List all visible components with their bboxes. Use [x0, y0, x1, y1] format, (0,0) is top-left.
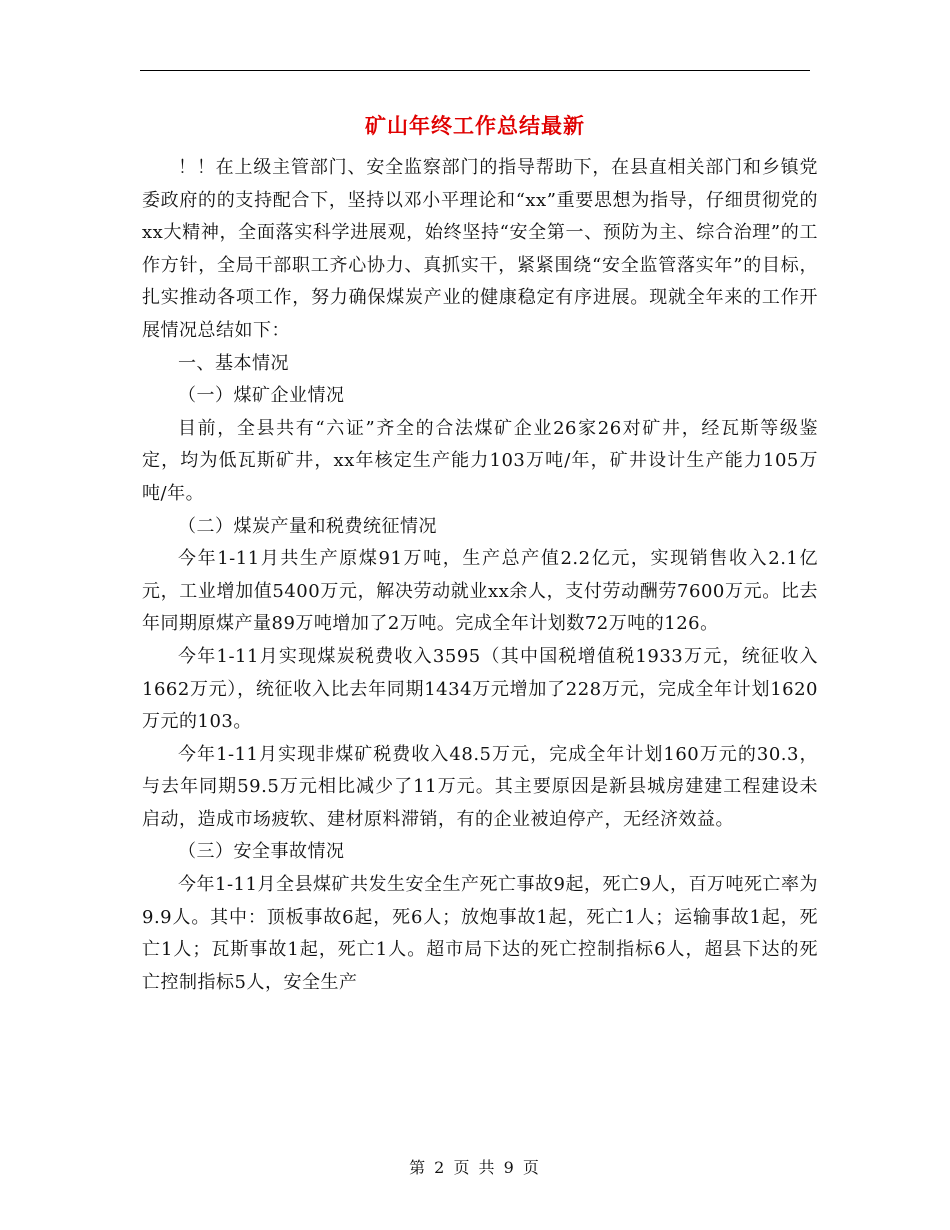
subsection-heading: （二）煤炭产量和税费统征情况 — [177, 515, 437, 537]
body-paragraph: 今年1-11月实现煤炭税费收入3595（其中国税增值税1933万元，统征收入1662万元），统征收入比去年同期1434万元增加了228万元，完成全年计划1620万元的103。 — [142, 645, 818, 733]
body-paragraph: 今年1-11月全县煤矿共发生安全生产死亡事故9起，死亡9人，百万吨死亡率为9.9人。其中：顶板事故6起，死6人；放炮事故1起，死亡1人；运输事故1起，死亡1人；瓦斯事故1起，死亡1人。超市局下达的死亡控制指标6人，超县下达的死亡控制指标5人，安全生产 — [142, 874, 818, 993]
body-paragraph: ！！在上级主管部门、安全监察部门的指导帮助下，在县直相关部门和乡镇党委政府的的支持配合下，坚持以邓小平理论和“xx”重要思想为指导，仔细贯彻党的xx大精神，全面落实科学进展观，始终坚持“安全第一、预防为主、综合治理”的工作方针，全局干部职工齐心协力、真抓实干，紧紧围绕“安全监管落实年”的目标，扎实推动各项工作，努力确保煤炭产业的健康稳定有序进展。现就全年来的工作开展情况总结如下： — [142, 157, 818, 341]
section-heading: 一、基本情况 — [177, 352, 289, 374]
page-number: 第 2 页 共 9 页 — [409, 1158, 541, 1177]
body-paragraph: 目前，全县共有“六证”齐全的合法煤矿企业26家26对矿井，经瓦斯等级鉴定，均为低瓦斯矿井，xx年核定生产能力103万吨/年，矿井设计生产能力105万吨/年。 — [142, 417, 818, 504]
header-rule — [140, 70, 810, 71]
document-title: 矿山年终工作总结最新 — [365, 114, 585, 138]
document-body — [142, 152, 818, 999]
body-paragraph: 今年1-11月共生产原煤91万吨，生产总产值2.2亿元，实现销售收入2.1亿元，工业增加值5400万元，解决劳动就业xx余人，支付劳动酬劳7600万元。比去年同期原煤产量89万吨增加了2万吨。完成全年计划数72万吨的126。 — [142, 548, 818, 635]
subsection-heading: （一）煤矿企业情况 — [177, 385, 345, 407]
subsection-heading: （三）安全事故情况 — [177, 841, 345, 863]
body-paragraph: 今年1-11月实现非煤矿税费收入48.5万元，完成全年计划160万元的30.3，与去年同期59.5万元相比减少了11万元。其主要原因是新县城房建建工程建设未启动，造成市场疲软、建材原料滞销，有的企业被迫停产，无经济效益。 — [142, 743, 818, 830]
